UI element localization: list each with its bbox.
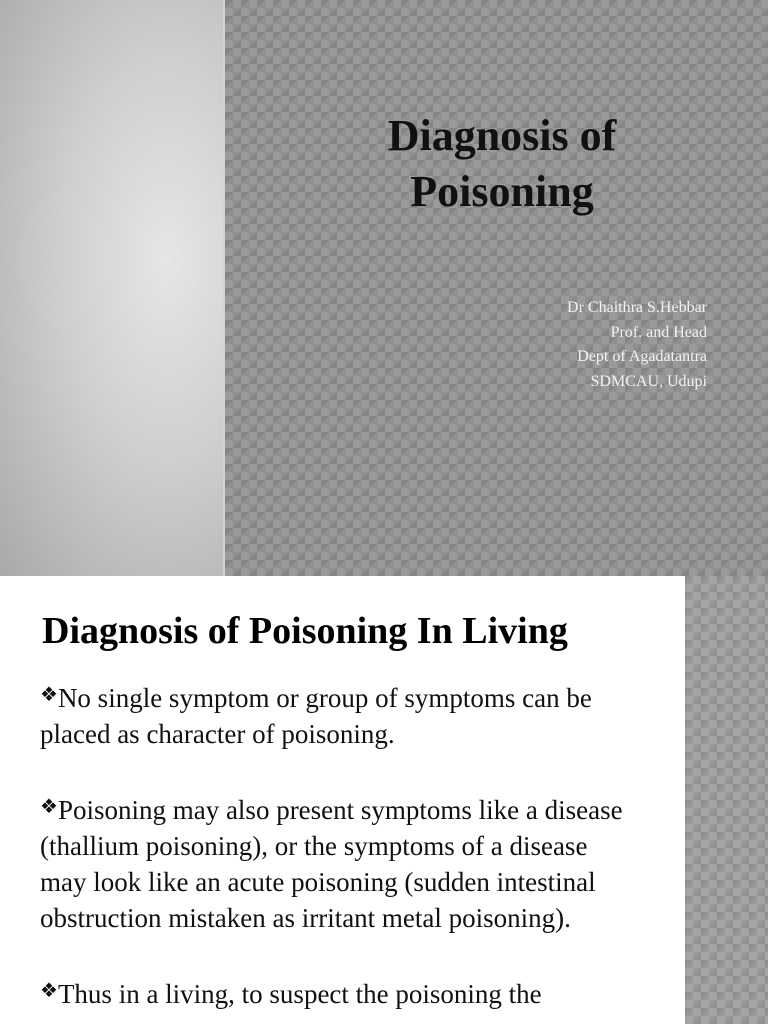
bullet-list xyxy=(40,676,640,1024)
author-name: Dr Chaithra S.Hebbar xyxy=(567,299,707,316)
bullet-text: No single symptom or group of symptoms can be placed as character of poisoning. xyxy=(40,683,592,749)
slide-title xyxy=(300,108,704,220)
author-position: Prof. and Head xyxy=(610,323,707,341)
bullet-item xyxy=(40,788,640,936)
author-institution: SDMCAU, Udupi xyxy=(590,372,707,390)
bullet-text: Thus in a living, to suspect the poisoning the xyxy=(57,979,542,1009)
content-slide xyxy=(0,576,768,1024)
bullet-text: Poisoning may also present symptoms like a disease (thallium poisoning), or the symptoms of a disease may look like an acute poisoning (sudden intestinal obstruction mistaken as irritant metal poisoning). xyxy=(40,795,623,933)
content-heading: Diagnosis of Poisoning In Living xyxy=(42,610,568,652)
pattern-panel xyxy=(225,0,768,576)
gradient-panel xyxy=(0,0,223,576)
author-block xyxy=(567,296,707,394)
bullet-item xyxy=(40,972,640,1012)
four-diamond-bullet-icon: ❖ xyxy=(40,978,58,1002)
slide-title-line-1: Diagnosis of xyxy=(387,111,617,160)
bullet-item xyxy=(40,676,640,752)
slide-title-line-2: Poisoning xyxy=(410,167,594,216)
four-diamond-bullet-icon: ❖ xyxy=(40,682,58,706)
pattern-strip xyxy=(685,576,768,1024)
author-department: Dept of Agadatantra xyxy=(577,348,707,365)
four-diamond-bullet-icon: ❖ xyxy=(40,794,58,818)
